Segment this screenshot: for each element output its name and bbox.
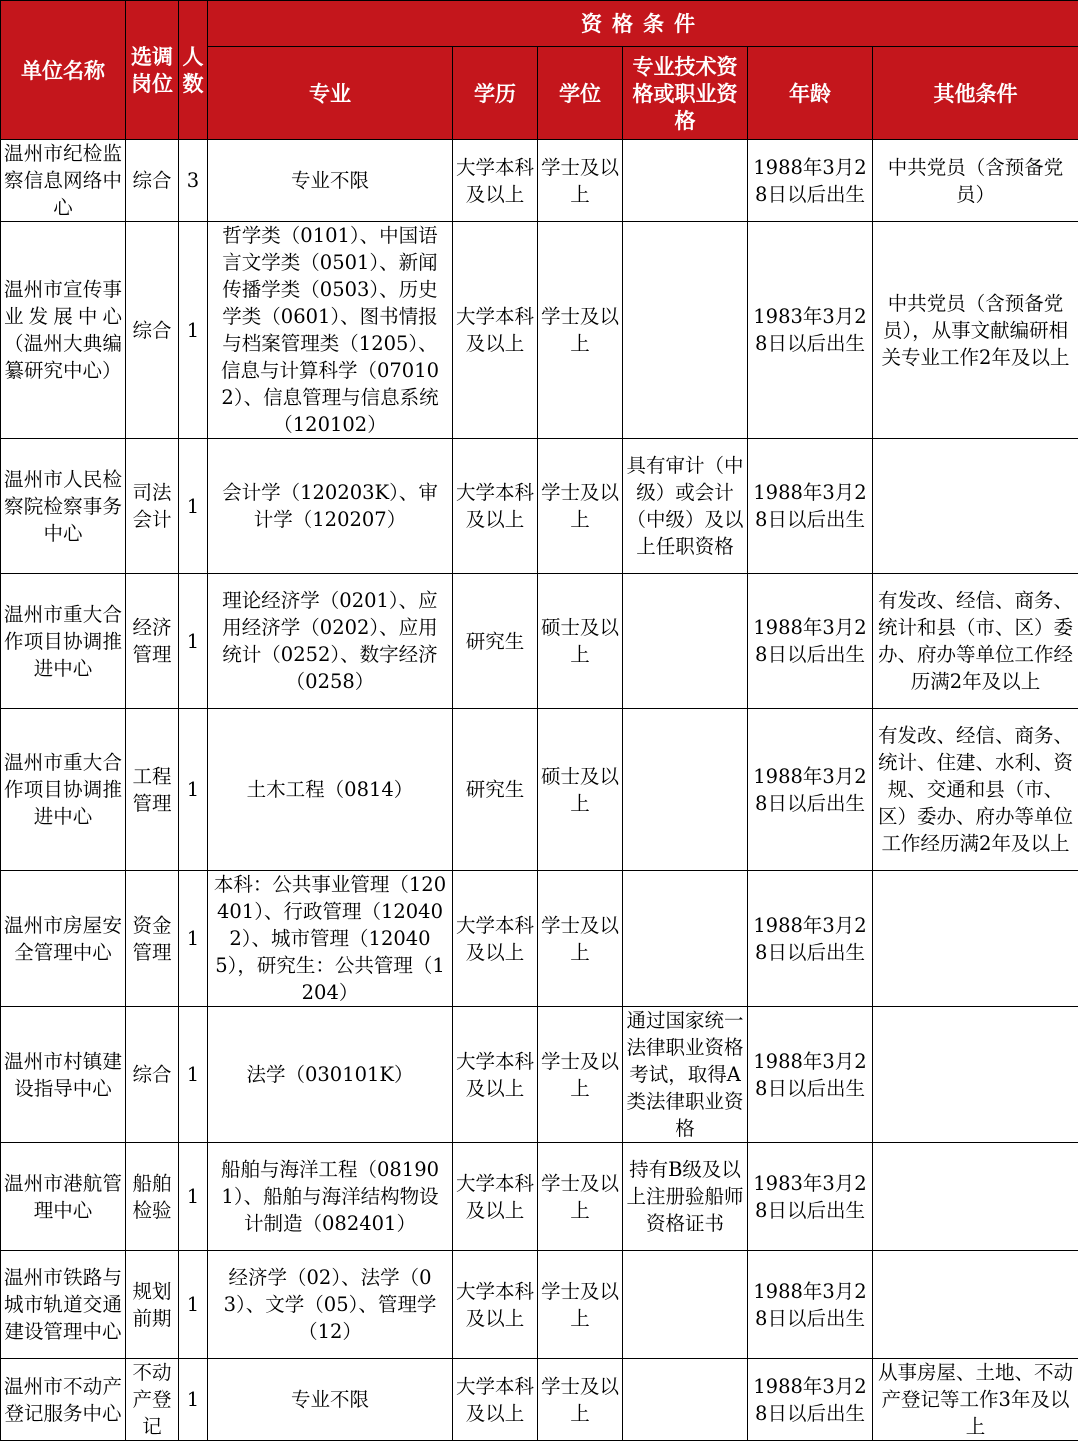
cell-certificate xyxy=(623,1359,748,1441)
cell-other: 有发改、经信、商务、统计和县（市、区）委办、府办等单位工作经历满2年及以上 xyxy=(873,574,1078,709)
cell-post: 经济管理 xyxy=(126,574,179,709)
cell-unit: 温州市铁路与城市轨道交通建设管理中心 xyxy=(1,1251,126,1359)
cell-degree: 学士及以上 xyxy=(538,140,623,222)
table-row xyxy=(1,222,1078,439)
cell-unit: 温州市不动产登记服务中心 xyxy=(1,1359,126,1441)
cell-unit: 温州市重大合作项目协调推进中心 xyxy=(1,574,126,709)
cell-certificate xyxy=(623,222,748,439)
cell-other: 中共党员（含预备党员），从事文献编研相关专业工作2年及以上 xyxy=(873,222,1078,439)
table-row xyxy=(1,871,1078,1007)
cell-age: 1988年3月28日以后出生 xyxy=(748,1251,873,1359)
table-row xyxy=(1,1007,1078,1143)
header-other: 其他条件 xyxy=(873,47,1078,140)
table-row xyxy=(1,1251,1078,1359)
cell-unit: 温州市港航管理中心 xyxy=(1,1143,126,1251)
header-post: 选调岗位 xyxy=(126,1,179,140)
cell-education: 大学本科及以上 xyxy=(453,1359,538,1441)
cell-unit: 温州市房屋安全管理中心 xyxy=(1,871,126,1007)
cell-age: 1983年3月28日以后出生 xyxy=(748,1143,873,1251)
cell-certificate xyxy=(623,709,748,871)
cell-education: 大学本科及以上 xyxy=(453,1007,538,1143)
cell-post: 综合 xyxy=(126,222,179,439)
cell-degree: 硕士及以上 xyxy=(538,574,623,709)
cell-certificate: 具有审计（中级）或会计（中级）及以上任职资格 xyxy=(623,439,748,574)
cell-certificate xyxy=(623,871,748,1007)
cell-count: 1 xyxy=(179,1007,208,1143)
cell-other: 从事房屋、土地、不动产登记等工作3年及以上 xyxy=(873,1359,1078,1441)
cell-degree: 学士及以上 xyxy=(538,1359,623,1441)
cell-unit: 温州市纪检监察信息网络中心 xyxy=(1,140,126,222)
header-row-1 xyxy=(1,1,1078,47)
cell-age: 1988年3月28日以后出生 xyxy=(748,871,873,1007)
cell-education: 研究生 xyxy=(453,709,538,871)
cell-education: 大学本科及以上 xyxy=(453,140,538,222)
cell-age: 1988年3月28日以后出生 xyxy=(748,439,873,574)
cell-count: 1 xyxy=(179,439,208,574)
header-major: 专业 xyxy=(208,47,453,140)
cell-education: 大学本科及以上 xyxy=(453,439,538,574)
cell-major: 经济学（02）、法学（03）、文学（05）、管理学（12） xyxy=(208,1251,453,1359)
cell-other xyxy=(873,1143,1078,1251)
cell-count: 3 xyxy=(179,140,208,222)
cell-unit: 温州市人民检察院检察事务中心 xyxy=(1,439,126,574)
cell-post: 规划前期 xyxy=(126,1251,179,1359)
cell-major: 专业不限 xyxy=(208,1359,453,1441)
cell-major: 哲学类（0101）、中国语言文学类（0501）、新闻传播学类（0503）、历史学类（0601）、图书情报与档案管理类（1205）、信息与计算科学（070102）、信息管理与信息系统（120102） xyxy=(208,222,453,439)
cell-major: 船舶与海洋工程（081901）、船舶与海洋结构物设计制造（082401） xyxy=(208,1143,453,1251)
cell-other xyxy=(873,439,1078,574)
cell-education: 研究生 xyxy=(453,574,538,709)
table-row xyxy=(1,709,1078,871)
cell-certificate xyxy=(623,140,748,222)
cell-count: 1 xyxy=(179,574,208,709)
cell-post: 综合 xyxy=(126,140,179,222)
cell-education: 大学本科及以上 xyxy=(453,1143,538,1251)
cell-major: 理论经济学（0201）、应用经济学（0202）、应用统计（0252）、数字经济（0258） xyxy=(208,574,453,709)
table-row xyxy=(1,439,1078,574)
cell-unit: 温州市宣传事业发展中心（温州大典编纂研究中心） xyxy=(1,222,126,439)
cell-major: 会计学（120203K）、审计学（120207） xyxy=(208,439,453,574)
cell-count: 1 xyxy=(179,1251,208,1359)
cell-other xyxy=(873,871,1078,1007)
cell-other xyxy=(873,1007,1078,1143)
cell-education: 大学本科及以上 xyxy=(453,871,538,1007)
cell-count: 1 xyxy=(179,1143,208,1251)
table-row xyxy=(1,1359,1078,1441)
cell-unit: 温州市重大合作项目协调推进中心 xyxy=(1,709,126,871)
cell-major: 土木工程（0814） xyxy=(208,709,453,871)
cell-other: 有发改、经信、商务、统计、住建、水利、资规、交通和县（市、区）委办、府办等单位工作经历满2年及以上 xyxy=(873,709,1078,871)
header-age: 年龄 xyxy=(748,47,873,140)
table-row xyxy=(1,574,1078,709)
cell-unit: 温州市村镇建设指导中心 xyxy=(1,1007,126,1143)
header-certificate: 专业技术资格或职业资格 xyxy=(623,47,748,140)
cell-certificate xyxy=(623,1251,748,1359)
cell-post: 工程管理 xyxy=(126,709,179,871)
cell-major: 本科：公共事业管理（120401）、行政管理（120402）、城市管理（120405），研究生：公共管理（1204） xyxy=(208,871,453,1007)
header-education: 学历 xyxy=(453,47,538,140)
cell-post: 资金管理 xyxy=(126,871,179,1007)
cell-count: 1 xyxy=(179,1359,208,1441)
cell-degree: 学士及以上 xyxy=(538,871,623,1007)
cell-post: 司法会计 xyxy=(126,439,179,574)
cell-age: 1983年3月28日以后出生 xyxy=(748,222,873,439)
cell-certificate: 持有B级及以上注册验船师资格证书 xyxy=(623,1143,748,1251)
cell-education: 大学本科及以上 xyxy=(453,1251,538,1359)
cell-age: 1988年3月28日以后出生 xyxy=(748,140,873,222)
header-unit: 单位名称 xyxy=(1,1,126,140)
header-qualification-group: 资格条件 xyxy=(208,1,1078,47)
cell-count: 1 xyxy=(179,709,208,871)
cell-other: 中共党员（含预备党员） xyxy=(873,140,1078,222)
cell-major: 专业不限 xyxy=(208,140,453,222)
cell-degree: 学士及以上 xyxy=(538,439,623,574)
cell-other xyxy=(873,1251,1078,1359)
cell-degree: 学士及以上 xyxy=(538,222,623,439)
cell-education: 大学本科及以上 xyxy=(453,222,538,439)
header-count: 人数 xyxy=(179,1,208,140)
table-row xyxy=(1,1143,1078,1251)
header-degree: 学位 xyxy=(538,47,623,140)
cell-degree: 学士及以上 xyxy=(538,1007,623,1143)
cell-major: 法学（030101K） xyxy=(208,1007,453,1143)
cell-degree: 硕士及以上 xyxy=(538,709,623,871)
cell-age: 1988年3月28日以后出生 xyxy=(748,574,873,709)
cell-age: 1988年3月28日以后出生 xyxy=(748,1359,873,1441)
cell-certificate: 通过国家统一法律职业资格考试，取得A类法律职业资格 xyxy=(623,1007,748,1143)
cell-post: 综合 xyxy=(126,1007,179,1143)
cell-age: 1988年3月28日以后出生 xyxy=(748,1007,873,1143)
cell-certificate xyxy=(623,574,748,709)
cell-count: 1 xyxy=(179,222,208,439)
cell-post: 不动产登记 xyxy=(126,1359,179,1441)
cell-post: 船舶检验 xyxy=(126,1143,179,1251)
table-row xyxy=(1,140,1078,222)
cell-age: 1988年3月28日以后出生 xyxy=(748,709,873,871)
cell-count: 1 xyxy=(179,871,208,1007)
cell-degree: 学士及以上 xyxy=(538,1143,623,1251)
cell-degree: 学士及以上 xyxy=(538,1251,623,1359)
